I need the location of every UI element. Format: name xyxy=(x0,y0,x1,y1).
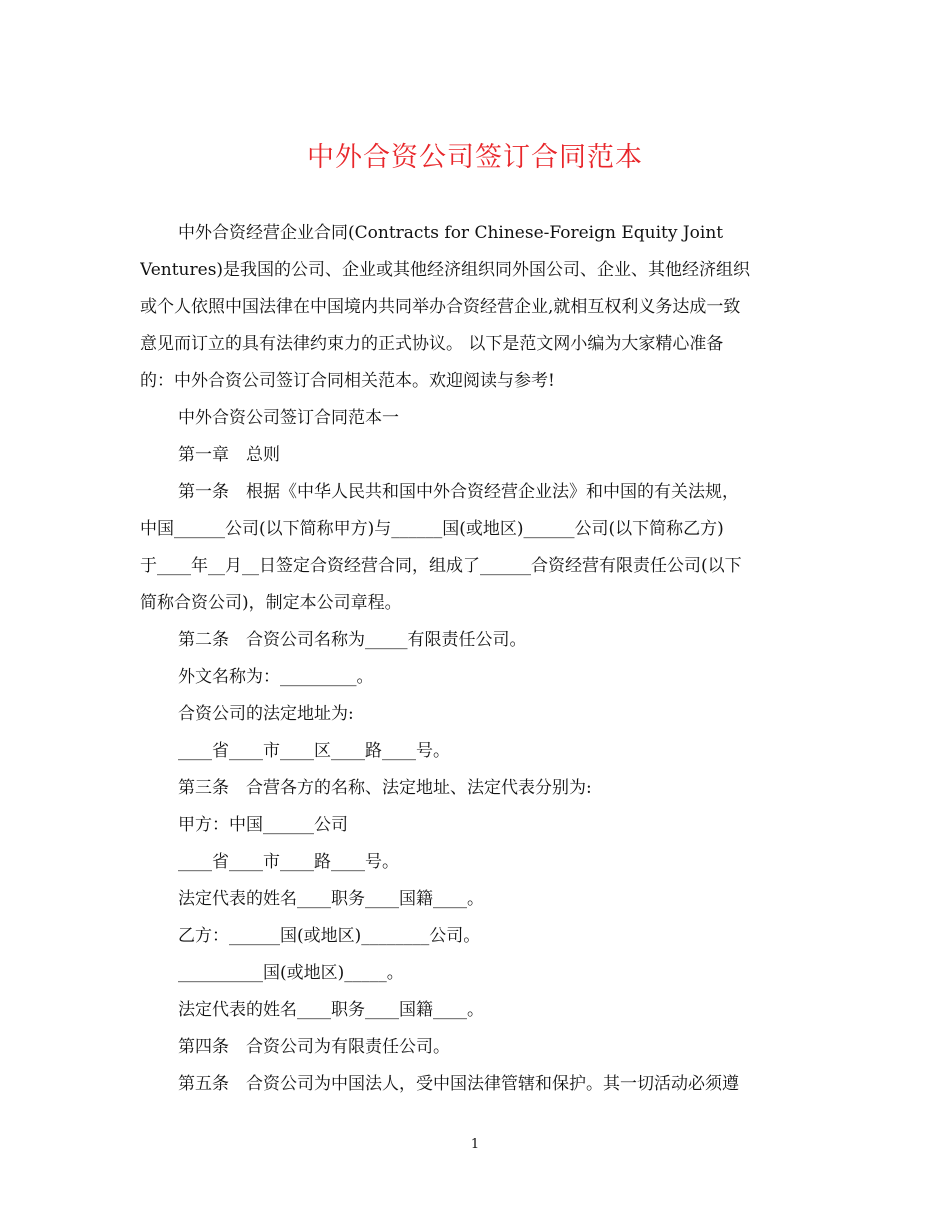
article-line: ____省____市____区____路____号。 xyxy=(178,741,450,761)
article-line: 第二条 合资公司名称为_____有限责任公司。 xyxy=(178,630,527,650)
chapter-heading: 第一章 总则 xyxy=(178,445,280,465)
article-line: 于____年__月__日签定合资经营合同，组成了______合资经营有限责任公司(以下 xyxy=(140,556,742,576)
article-line: 乙方：______国(或地区)________公司。 xyxy=(178,926,481,946)
article-line: 法定代表的姓名____职务____国籍____。 xyxy=(178,889,484,909)
article-line: 简称合资公司)，制定本公司章程。 xyxy=(140,593,402,613)
document-title: 中外合资公司签订合同范本 xyxy=(307,142,643,173)
article-line: __________国(或地区)_____。 xyxy=(178,963,404,983)
article-line: 第四条 合资公司为有限责任公司。 xyxy=(178,1037,450,1057)
document-body xyxy=(140,215,810,1103)
article-line: ____省____市____路____号。 xyxy=(178,852,399,872)
article-line: 第一条 根据《中华人民共和国中外合资经营企业法》和中国的有关法规， xyxy=(178,482,739,502)
paragraph-line: 或个人依照中国法律在中国境内共同举办合资经营企业,就相互权利义务达成一致 xyxy=(140,297,741,317)
page-number: 1 xyxy=(470,1137,480,1152)
article-line: 第三条 合营各方的名称、法定地址、法定代表分别为: xyxy=(178,778,592,798)
paragraph-line: 意见而订立的具有法律约束力的正式协议。 以下是范文网小编为大家精心准备 xyxy=(140,334,724,354)
article-line: 甲方：中国______公司 xyxy=(178,815,348,835)
section-heading: 中外合资公司签订合同范本一 xyxy=(178,408,399,428)
article-line: 外文名称为：_________。 xyxy=(178,667,374,687)
article-line: 第五条 合资公司为中国法人，受中国法律管辖和保护。其一切活动必须遵 xyxy=(178,1074,739,1094)
article-line: 法定代表的姓名____职务____国籍____。 xyxy=(178,1000,484,1020)
article-line: 合资公司的法定地址为: xyxy=(178,704,354,724)
paragraph-line: Ventures)是我国的公司、企业或其他经济组织同外国公司、企业、其他经济组织 xyxy=(140,260,751,280)
article-line: 中国______公司(以下简称甲方)与______国(或地区)______公司(以下简称乙方) xyxy=(140,519,724,539)
paragraph-line: 的：中外合资公司签订合同相关范本。欢迎阅读与参考! xyxy=(140,371,555,391)
paragraph-line: 中外合资经营企业合同(Contracts for Chinese-Foreign Equity Joint xyxy=(178,223,724,243)
